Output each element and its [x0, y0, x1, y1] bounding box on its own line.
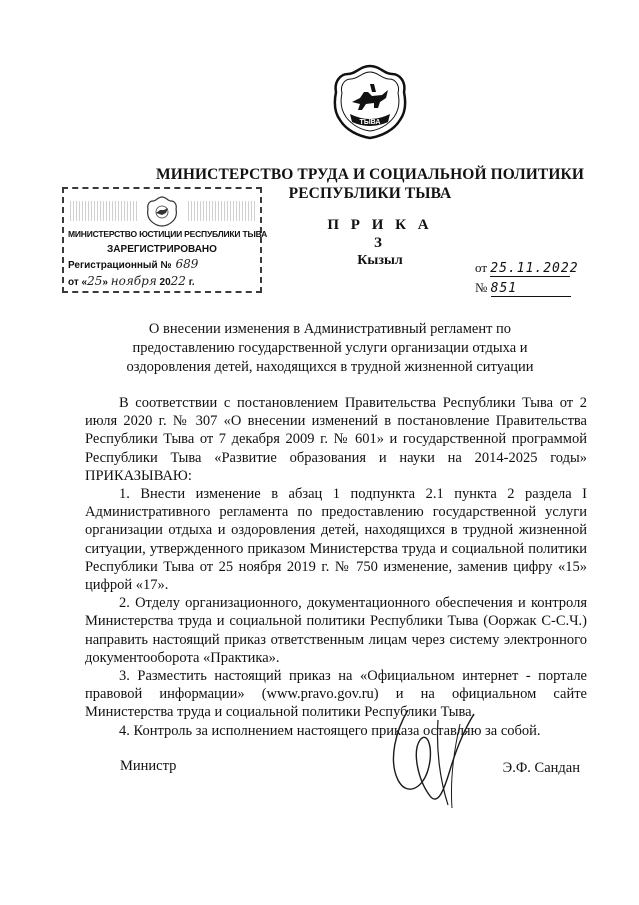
signatory-title: Министр: [120, 758, 177, 774]
handwritten-signature: [378, 700, 498, 815]
stamp-print-noise: [188, 201, 256, 221]
stamp-reg-number: 689: [175, 257, 199, 271]
body-preamble: В соответствии с постановлением Правительства Республики Тыва от 2 июля 2020 г. № 307 «О внесении изменений в постановление Правительства Республики Тыва от 7 декабря 2009 г. № 601» и государственной программой Республики Тыва «Развитие образования и науки на 2014-2025 годы» ПРИКАЗЫВАЮ:: [85, 395, 587, 484]
stamp-print-noise: [70, 201, 138, 221]
stamp-date-row: [68, 274, 195, 288]
order-number-value: 851: [490, 281, 518, 296]
signatory-name: Э.Ф. Сандан: [502, 760, 580, 776]
stamp-ministry-name: МИНИСТЕРСТВО ЮСТИЦИИ РЕСПУБЛИКИ ТЫВА: [68, 229, 268, 239]
body-item-3: 3. Разместить настоящий приказ на «Официальном интернет - портале правовой информации» (www.pravo.gov.ru) и на официальном сайте Министерства труда и социальной политики Республики Тыва.: [85, 668, 587, 721]
order-body: [85, 394, 587, 740]
stamp-date-mid: »: [102, 277, 111, 288]
stamp-registration-number-row: [68, 257, 198, 271]
order-date-row: [475, 260, 579, 280]
emblem-label: ТЫВА: [359, 119, 381, 126]
body-item-1: 1. Внести изменение в абзац 1 подпункта 2.1 пункта 2 раздела I Административного регламента по предоставлению государственной услуги организации отдыха и оздоровления детей, находящихся в трудной жизненной ситуации, утвержденного приказом Министерства труда и социальной политики Республики Тыва от 25 ноября 2019 г. № 750 изменение, заменив цифру «15» цифрой «17».: [85, 486, 587, 594]
order-subject: [100, 320, 560, 377]
order-date-value: 25.11.2022: [490, 261, 579, 276]
order-number-row: [475, 280, 571, 300]
stamp-date-prefix: от «: [68, 277, 88, 288]
tuva-emblem-icon: [330, 62, 410, 142]
body-item-4: 4. Контроль за исполнением настоящего приказа оставляю за собой.: [119, 722, 541, 739]
stamp-date-suffix: г.: [185, 277, 195, 288]
order-number-label: №: [475, 280, 488, 295]
order-city: Кызыл: [357, 253, 403, 268]
stamp-emblem-icon: [146, 195, 178, 227]
subject-line3: оздоровления детей, находящихся в трудной жизненной ситуации: [126, 359, 534, 375]
order-heading: [320, 216, 440, 270]
order-title: П Р И К А З: [327, 217, 433, 251]
stamp-date-day: 25: [87, 274, 103, 288]
subject-line1: О внесении изменения в Административный регламент по: [148, 321, 512, 337]
order-date-label: от: [475, 260, 488, 275]
ministry-title-line2: РЕСПУБЛИКИ ТЫВА: [288, 185, 452, 202]
stamp-reg-label: Регистрационный №: [68, 260, 172, 271]
stamp-registered-label: ЗАРЕГИСТРИРОВАНО: [107, 244, 217, 255]
order-meta: [475, 260, 579, 300]
stamp-date-year-prefix: 20: [156, 277, 171, 288]
body-item-2: 2. Отделу организационного, документационного обеспечения и контроля Министерства труда и социальной политики Республики Тыва (Ооржак С-С.Ч.) направить настоящий приказ ответственным лицам через систему электронного документооборота «Практика».: [85, 595, 587, 666]
stamp-date-month: ноября: [110, 274, 157, 288]
stamp-date-year: 22: [170, 274, 186, 288]
subject-line2: предоставлению государственной услуги организации отдыха и: [132, 340, 528, 356]
registration-stamp: [62, 187, 268, 293]
ministry-title-line1: МИНИСТЕРСТВО ТРУДА И СОЦИАЛЬНОЙ ПОЛИТИКИ: [155, 166, 585, 183]
